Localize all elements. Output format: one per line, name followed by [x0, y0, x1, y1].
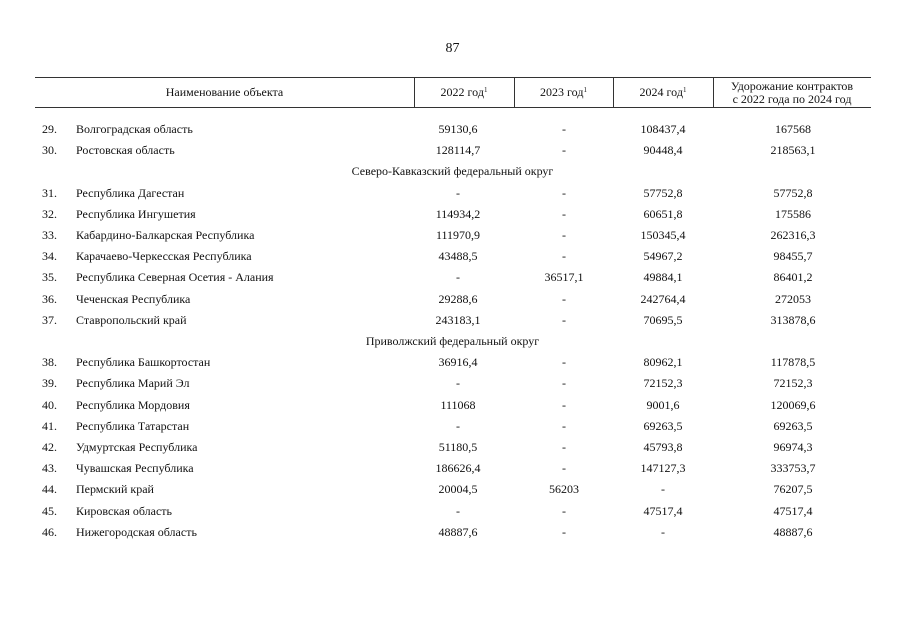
- value-increase: 272053: [775, 292, 811, 306]
- value-increase: 57752,8: [773, 186, 813, 200]
- header-increase-line1: Удорожание контрактов: [730, 78, 854, 93]
- value-2023: -: [562, 313, 566, 327]
- region-name: Волгоградская область: [76, 122, 193, 136]
- value-2023: -: [562, 292, 566, 306]
- value-2023: -: [562, 398, 566, 412]
- header-2023: [514, 78, 613, 107]
- section-heading: Приволжский федеральный округ: [365, 334, 540, 348]
- value-2024: 90448,4: [643, 143, 683, 157]
- value-2024: 49884,1: [643, 270, 683, 284]
- row-number: 39.: [42, 376, 57, 390]
- table-row: [0, 480, 905, 501]
- value-2024: 72152,3: [643, 376, 683, 390]
- header-2022-label: 2022 год: [440, 85, 484, 99]
- row-number: 30.: [42, 143, 57, 157]
- table-row: [0, 353, 905, 374]
- value-2024: 54967,2: [643, 249, 683, 263]
- row-number: 45.: [42, 504, 57, 518]
- value-2023: -: [562, 143, 566, 157]
- table-row: [0, 417, 905, 438]
- row-number: 33.: [42, 228, 57, 242]
- value-2024: 70695,5: [643, 313, 683, 327]
- value-2023: -: [562, 504, 566, 518]
- value-2024: -: [661, 482, 665, 496]
- table-row: [0, 502, 905, 523]
- value-2024: 45793,8: [643, 440, 683, 454]
- value-2022: 51180,5: [438, 440, 478, 454]
- value-2024: 242764,4: [640, 292, 686, 306]
- value-2022: -: [456, 270, 460, 284]
- region-name: Республика Марий Эл: [76, 376, 190, 390]
- value-2023: -: [562, 228, 566, 242]
- value-increase: 69263,5: [773, 419, 813, 433]
- footnote-mark: 1: [483, 86, 488, 94]
- table-row: [0, 268, 905, 289]
- header-2022: [414, 78, 514, 107]
- region-name: Ростовская область: [76, 143, 175, 157]
- value-2022: 128114,7: [435, 143, 481, 157]
- value-2022: -: [456, 419, 460, 433]
- value-2022: 186626,4: [435, 461, 481, 475]
- region-name: Республика Северная Осетия - Алания: [76, 270, 274, 284]
- value-2024: 47517,4: [643, 504, 683, 518]
- value-2022: 111068: [440, 398, 476, 412]
- value-2023: -: [562, 186, 566, 200]
- table-row: [0, 247, 905, 268]
- value-increase: 76207,5: [773, 482, 813, 496]
- value-2022: 59130,6: [438, 122, 478, 136]
- value-2023: -: [562, 376, 566, 390]
- value-increase: 47517,4: [773, 504, 813, 518]
- value-2022: -: [456, 504, 460, 518]
- row-number: 46.: [42, 525, 57, 539]
- region-name: Республика Башкортостан: [76, 355, 211, 369]
- region-name: Кировская область: [76, 504, 173, 518]
- value-2023: -: [562, 440, 566, 454]
- value-increase: 313878,6: [770, 313, 816, 327]
- region-name: Чувашская Республика: [76, 461, 194, 475]
- row-number: 36.: [42, 292, 57, 306]
- page-number: 87: [445, 41, 460, 56]
- table-row: [0, 459, 905, 480]
- section-heading: Северо-Кавказский федеральный округ: [351, 164, 554, 178]
- row-number: 41.: [42, 419, 57, 433]
- table-row: [0, 205, 905, 226]
- region-name: Карачаево-Черкесская Республика: [76, 249, 252, 263]
- table-row: [0, 523, 905, 544]
- value-2022: 114934,2: [435, 207, 481, 221]
- value-2024: -: [661, 525, 665, 539]
- header-increase: [713, 78, 871, 107]
- region-name: Республика Дагестан: [76, 186, 185, 200]
- table-row: [0, 120, 905, 141]
- region-name: Республика Ингушетия: [76, 207, 196, 221]
- row-number: 35.: [42, 270, 57, 284]
- header-2024-label: 2024 год: [639, 85, 683, 99]
- value-2024: 60651,8: [643, 207, 683, 221]
- value-2022: 43488,5: [438, 249, 478, 263]
- value-2022: 29288,6: [438, 292, 478, 306]
- footnote-mark: 1: [682, 86, 687, 94]
- table-row: [0, 396, 905, 417]
- row-number: 31.: [42, 186, 57, 200]
- row-number: 32.: [42, 207, 57, 221]
- header-increase-line2: с 2022 года по 2024 год: [732, 91, 852, 106]
- header-name-label: Наименование объекта: [165, 85, 284, 99]
- footnote-mark: 1: [583, 86, 587, 94]
- value-2024: 150345,4: [640, 228, 686, 242]
- value-2024: 80962,1: [643, 355, 683, 369]
- table-row: [0, 311, 905, 332]
- region-name: Чеченская Республика: [76, 292, 191, 306]
- row-number: 40.: [42, 398, 57, 412]
- value-increase: 96974,3: [773, 440, 813, 454]
- value-2024: 108437,4: [640, 122, 686, 136]
- value-increase: 167568: [775, 122, 811, 136]
- value-2024: 9001,6: [646, 398, 680, 412]
- region-name: Кабардино-Балкарская Республика: [76, 228, 255, 242]
- header-bottom-rule: [35, 107, 871, 108]
- value-2022: 243183,1: [435, 313, 481, 327]
- table-row: [0, 438, 905, 459]
- value-increase: 218563,1: [770, 143, 816, 157]
- region-name: Республика Татарстан: [76, 419, 190, 433]
- value-2022: 48887,6: [438, 525, 478, 539]
- value-increase: 86401,2: [773, 270, 813, 284]
- row-number: 42.: [42, 440, 57, 454]
- value-2023: -: [562, 355, 566, 369]
- table-row: [0, 184, 905, 205]
- table-row: [0, 374, 905, 395]
- header-2023-label: 2023 год: [540, 85, 584, 99]
- table-row: [0, 226, 905, 247]
- value-2023: -: [562, 207, 566, 221]
- value-2022: 20004,5: [438, 482, 478, 496]
- row-number: 34.: [42, 249, 57, 263]
- value-2023: 56203: [549, 482, 579, 496]
- value-2022: -: [456, 376, 460, 390]
- value-2024: 57752,8: [643, 186, 683, 200]
- value-2022: 36916,4: [438, 355, 478, 369]
- header-name: [35, 78, 414, 107]
- region-name: Ставропольский край: [76, 313, 187, 327]
- value-2023: -: [562, 122, 566, 136]
- row-number: 38.: [42, 355, 57, 369]
- table-row: [0, 290, 905, 311]
- value-2024: 69263,5: [643, 419, 683, 433]
- value-increase: 333753,7: [770, 461, 816, 475]
- value-increase: 48887,6: [773, 525, 813, 539]
- value-2023: -: [562, 461, 566, 475]
- region-name: Республика Мордовия: [76, 398, 190, 412]
- header-2024: [613, 78, 713, 107]
- value-increase: 120069,6: [770, 398, 816, 412]
- value-increase: 72152,3: [773, 376, 813, 390]
- value-2023: -: [562, 249, 566, 263]
- value-increase: 175586: [775, 207, 811, 221]
- value-increase: 98455,7: [773, 249, 813, 263]
- value-2022: -: [456, 186, 460, 200]
- region-name: Пермский край: [76, 482, 154, 496]
- region-name: Удмуртская Республика: [76, 440, 198, 454]
- row-number: 44.: [42, 482, 57, 496]
- value-increase: 262316,3: [770, 228, 816, 242]
- row-number: 37.: [42, 313, 57, 327]
- region-name: Нижегородская область: [76, 525, 197, 539]
- value-2024: 147127,3: [640, 461, 686, 475]
- value-2023: -: [562, 525, 566, 539]
- value-2022: 111970,9: [435, 228, 481, 242]
- value-2023: -: [562, 419, 566, 433]
- value-2023: 36517,1: [544, 270, 584, 284]
- value-increase: 117878,5: [770, 355, 816, 369]
- row-number: 29.: [42, 122, 57, 136]
- row-number: 43.: [42, 461, 57, 475]
- table-row: [0, 141, 905, 162]
